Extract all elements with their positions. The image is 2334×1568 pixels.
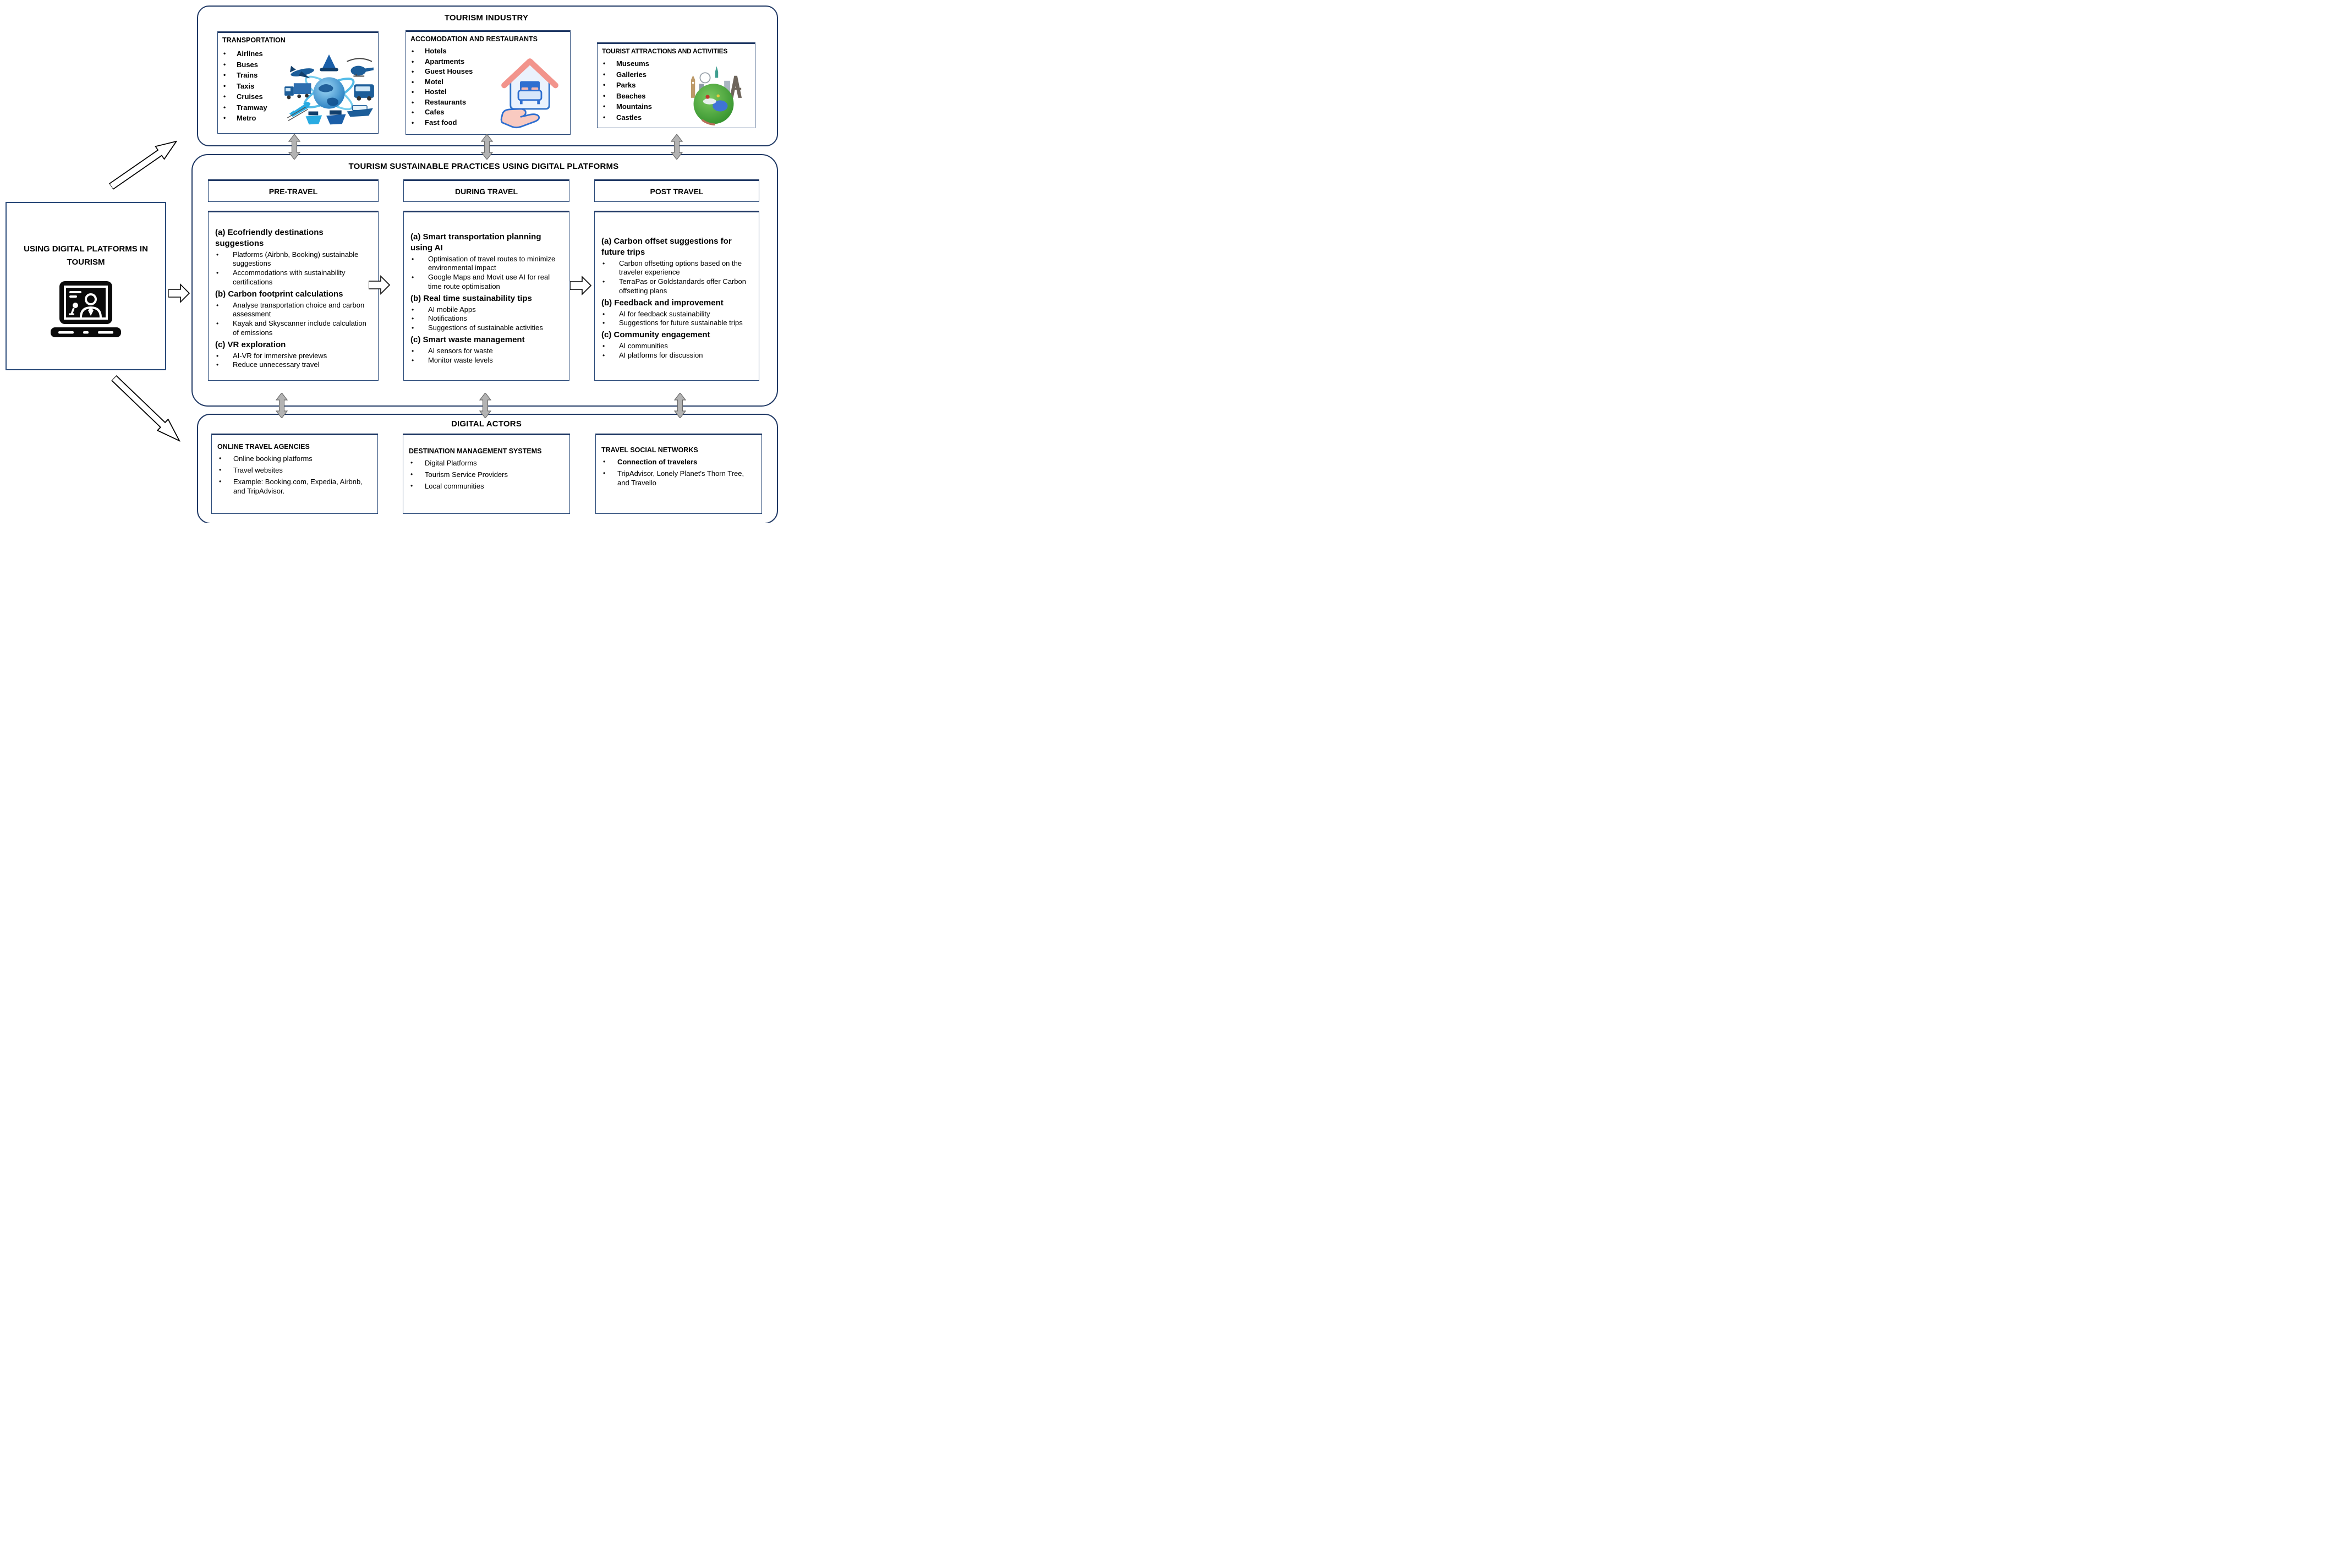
- bullet-icon: •: [603, 469, 606, 477]
- bullet-icon: •: [412, 356, 414, 364]
- bullet-text: Guest Houses: [425, 67, 473, 75]
- bullet-text: Buses: [237, 60, 259, 69]
- bullet-text: Optimisation of travel routes to minimize environmental impact: [428, 254, 556, 272]
- bullet-icon: •: [216, 269, 219, 277]
- bullet-item: [601, 319, 752, 328]
- destination-management-title: DESTINATION MANAGEMENT SYSTEMS: [409, 447, 542, 455]
- bullet-icon: •: [223, 50, 226, 57]
- bullet-text: AI communities: [619, 341, 668, 350]
- bullet-item: [217, 465, 372, 475]
- bullet-text: Local communities: [425, 482, 484, 490]
- bullet-icon: •: [603, 81, 606, 89]
- bullet-text: Platforms (Airbnb, Booking) sustainable suggestions: [233, 250, 359, 268]
- pre-travel-box: [208, 211, 379, 381]
- ship-glyph: [306, 111, 346, 125]
- double-arrow-icon: [674, 393, 686, 421]
- bullet-text: TerraPas or Goldstandards offer Carbon offsetting plans: [619, 277, 746, 295]
- bullet-item: [412, 97, 494, 108]
- bullet-icon: •: [412, 305, 414, 314]
- bullet-text: Analyse transportation choice and carbon assessment: [233, 300, 365, 319]
- section-heading: (a) Ecofriendly destinations suggestions: [215, 228, 324, 248]
- bullet-icon: •: [602, 259, 605, 267]
- bullet-icon: •: [412, 98, 414, 106]
- bullet-item: [412, 67, 494, 77]
- bullet-item: [603, 101, 669, 112]
- tourism-industry-title: TOURISM INDUSTRY: [444, 13, 529, 23]
- bullet-icon: •: [412, 118, 414, 127]
- bullet-icon: •: [603, 102, 606, 110]
- section-heading: (c) VR exploration: [215, 339, 286, 349]
- bullet-icon: •: [216, 361, 219, 369]
- bullet-icon: •: [412, 57, 414, 65]
- transportation-box-title: TRANSPORTATION: [222, 36, 286, 44]
- bullet-text: AI sensors for waste: [428, 346, 493, 355]
- bullet-icon: •: [410, 482, 413, 490]
- bullet-text: Cafes: [425, 108, 445, 116]
- bullet-item: [412, 46, 494, 57]
- bullet-icon: •: [223, 81, 226, 90]
- bullet-text: Suggestions of sustainable activities: [428, 324, 543, 332]
- bullet-text: Metro: [237, 114, 256, 122]
- bullet-item: [412, 107, 494, 118]
- section-heading: (b) Real time sustainability tips: [410, 293, 532, 303]
- bullet-item: [601, 342, 752, 351]
- bullet-item: [215, 352, 371, 361]
- bullet-text: Cruises: [237, 92, 263, 101]
- bullet-text: Restaurants: [425, 97, 467, 106]
- bullet-icon: •: [603, 458, 606, 465]
- bullet-item: [601, 310, 752, 319]
- bullet-text: Suggestions for future sustainable trips: [619, 319, 743, 327]
- double-arrow-icon: [288, 134, 300, 162]
- bullet-item: [410, 273, 562, 292]
- accommodation-list: [412, 46, 494, 128]
- bullet-icon: •: [602, 278, 605, 286]
- bullet-text: Accommodations with sustainability certifications: [233, 268, 346, 286]
- bullet-item: [603, 80, 669, 91]
- transportation-box: [217, 31, 379, 134]
- bullet-text: Museums: [616, 59, 649, 68]
- bullet-icon: •: [412, 47, 414, 55]
- bullet-text: Galleries: [616, 70, 646, 79]
- bullet-icon: •: [602, 319, 605, 327]
- double-arrow-icon: [671, 134, 683, 162]
- left-panel: [6, 202, 166, 370]
- bullet-icon: •: [219, 454, 222, 462]
- bullet-text: Hostel: [425, 87, 447, 96]
- diagram-canvas: [0, 0, 778, 523]
- bullet-icon: •: [223, 60, 226, 68]
- bullet-icon: •: [410, 459, 413, 467]
- bullet-icon: •: [223, 114, 226, 122]
- bullet-text: Travel websites: [233, 466, 283, 474]
- bullet-icon: •: [412, 78, 414, 86]
- bullet-icon: •: [603, 113, 606, 121]
- bullet-item: [412, 118, 494, 128]
- bullet-icon: •: [412, 68, 414, 75]
- bullet-item: [412, 87, 494, 97]
- bullet-text: Tourism Service Providers: [425, 470, 508, 479]
- bullet-icon: •: [219, 466, 222, 474]
- right-block-arrow-icon: [369, 275, 391, 298]
- section-heading: (c) Community engagement: [601, 330, 710, 340]
- travel-social-networks-box: [595, 434, 762, 514]
- accommodation-box: [406, 30, 571, 135]
- bullet-icon: •: [216, 301, 219, 309]
- bullet-icon: •: [412, 88, 414, 96]
- section-heading: (b) Feedback and improvement: [601, 298, 724, 308]
- transport-globe-icon: [283, 52, 375, 136]
- bullet-item: [603, 69, 669, 80]
- helicopter-glyph: [347, 58, 374, 76]
- bullet-icon: •: [602, 342, 605, 350]
- bullet-item: [412, 57, 494, 67]
- bullet-text: Reduce unnecessary travel: [233, 360, 320, 369]
- bullet-text: Apartments: [425, 57, 465, 65]
- bullet-text: Castles: [616, 113, 642, 122]
- globe-landmarks-icon: [676, 63, 752, 128]
- bullet-item: [601, 351, 752, 360]
- bullet-icon: •: [412, 315, 414, 323]
- destination-management-box: [403, 434, 570, 514]
- during-travel-box: [403, 211, 569, 381]
- section-heading: (a) Smart transportation planning using AI: [410, 232, 541, 253]
- bullet-icon: •: [412, 324, 414, 332]
- online-travel-agencies-box: [211, 434, 378, 514]
- travel-social-networks-list: [601, 457, 756, 487]
- bullet-item: [603, 112, 669, 123]
- attractions-list: [603, 58, 669, 123]
- bullet-item: [215, 319, 371, 338]
- bullet-text: Motel: [425, 77, 443, 86]
- up-right-block-arrow-icon: [106, 134, 183, 196]
- double-arrow-icon: [479, 393, 491, 421]
- bullet-text: Digital Platforms: [425, 459, 477, 467]
- destination-management-list: [409, 458, 564, 491]
- bullet-item: [603, 91, 669, 102]
- bullet-item: [603, 58, 669, 69]
- attractions-box: [597, 42, 755, 128]
- bullet-text: Beaches: [616, 91, 646, 100]
- bullet-item: [410, 314, 562, 324]
- bullet-text: Taxis: [237, 81, 255, 90]
- bullet-item: [410, 255, 562, 273]
- bullet-icon: •: [412, 255, 414, 263]
- bullet-item: [601, 259, 752, 278]
- house-bed-hand-icon: [496, 54, 564, 133]
- bullet-text: Online booking platforms: [233, 454, 313, 463]
- section-heading: (b) Carbon footprint calculations: [215, 289, 343, 299]
- bullet-icon: •: [602, 310, 605, 318]
- bullet-item: [410, 356, 562, 365]
- during-travel-header: DURING TRAVEL: [403, 179, 569, 202]
- left-panel-title: USING DIGITAL PLATFORMS IN TOURISM: [24, 244, 148, 267]
- bullet-item: [601, 277, 752, 296]
- bullet-item: [410, 305, 562, 315]
- bullet-icon: •: [219, 478, 222, 485]
- bullet-item: [409, 470, 564, 479]
- online-travel-agencies-list: [217, 454, 372, 496]
- bullet-item: [409, 481, 564, 491]
- bullet-item: [217, 477, 372, 496]
- double-arrow-icon: [276, 393, 288, 421]
- bullet-text: AI-VR for immersive previews: [233, 351, 327, 360]
- attractions-box-title: TOURIST ATTRACTIONS AND ACTIVITIES: [602, 47, 728, 55]
- bullet-text: Notifications: [428, 314, 467, 323]
- laptop-presenter-icon: [51, 281, 121, 342]
- bullet-icon: •: [412, 347, 414, 355]
- bullet-icon: •: [223, 103, 226, 111]
- right-block-arrow-icon: [570, 275, 592, 299]
- bullet-text: Example: Booking.com, Expedia, Airbnb, and TripAdvisor.: [233, 478, 363, 495]
- bullet-text: Monitor waste levels: [428, 355, 493, 364]
- truck-glyph: [284, 83, 311, 99]
- jet-glyph: [320, 54, 338, 72]
- bullet-item: [215, 301, 371, 320]
- bullet-icon: •: [216, 320, 219, 328]
- bullet-text: Trains: [237, 71, 258, 79]
- accommodation-box-title: ACCOMODATION AND RESTAURANTS: [410, 35, 538, 43]
- bullet-item: [215, 250, 371, 269]
- bullet-item: [409, 458, 564, 468]
- bullet-icon: •: [410, 470, 413, 478]
- bullet-text: Fast food: [425, 118, 457, 127]
- post-travel-box: [594, 211, 759, 381]
- bullet-item: [215, 268, 371, 287]
- cruise-glyph: [347, 106, 373, 117]
- bullet-item: [410, 324, 562, 333]
- down-right-block-arrow-icon: [106, 372, 186, 449]
- bullet-text: AI platforms for discussion: [619, 350, 703, 359]
- digital-actors-title: DIGITAL ACTORS: [451, 419, 522, 429]
- double-arrow-icon: [481, 134, 493, 162]
- bullet-text: Mountains: [616, 102, 652, 111]
- bullet-icon: •: [412, 108, 414, 116]
- pre-travel-header: PRE-TRAVEL: [208, 179, 379, 202]
- bullet-text: Tramway: [237, 103, 267, 112]
- bullet-icon: •: [412, 273, 414, 282]
- online-travel-agencies-title: ONLINE TRAVEL AGENCIES: [217, 443, 310, 451]
- bullet-icon: •: [603, 91, 606, 100]
- travel-social-networks-title: TRAVEL SOCIAL NETWORKS: [601, 446, 698, 454]
- bullet-text: Carbon offsetting options based on the traveler experience: [619, 259, 742, 277]
- bullet-text: Hotels: [425, 47, 447, 55]
- bullet-icon: •: [602, 351, 605, 359]
- bullet-icon: •: [223, 92, 226, 100]
- bullet-icon: •: [603, 59, 606, 67]
- post-travel-header: POST TRAVEL: [594, 179, 759, 202]
- bullet-icon: •: [216, 352, 219, 360]
- bullet-icon: •: [603, 70, 606, 78]
- bus-glyph: [354, 84, 374, 101]
- bullet-item: [410, 347, 562, 356]
- bullet-item: [601, 469, 756, 487]
- bullet-icon: •: [223, 71, 226, 79]
- bullet-text: Airlines: [237, 50, 263, 58]
- bullet-text: Kayak and Skyscanner include calculation of emissions: [233, 319, 366, 337]
- bullet-icon: •: [216, 250, 219, 259]
- bullet-text: AI mobile Apps: [428, 305, 476, 314]
- section-heading: (c) Smart waste management: [410, 335, 525, 344]
- bullet-item: [412, 77, 494, 87]
- bullet-item: [217, 454, 372, 463]
- bullet-text: AI for feedback sustainability: [619, 309, 710, 318]
- bullet-text: TripAdvisor, Lonely Planet's Thorn Tree, and Travello: [617, 469, 744, 487]
- bullet-text: Connection of travelers: [617, 458, 698, 466]
- bullet-item: [601, 457, 756, 467]
- sustainable-practices-title: TOURISM SUSTAINABLE PRACTICES USING DIGITAL PLATFORMS: [348, 162, 619, 171]
- bullet-text: Google Maps and Movit use AI for real time route optimisation: [428, 273, 550, 290]
- bullet-text: Parks: [616, 81, 636, 89]
- section-heading: (a) Carbon offset suggestions for future trips: [601, 237, 732, 257]
- bullet-item: [215, 360, 371, 370]
- right-block-arrow-icon: [168, 283, 190, 306]
